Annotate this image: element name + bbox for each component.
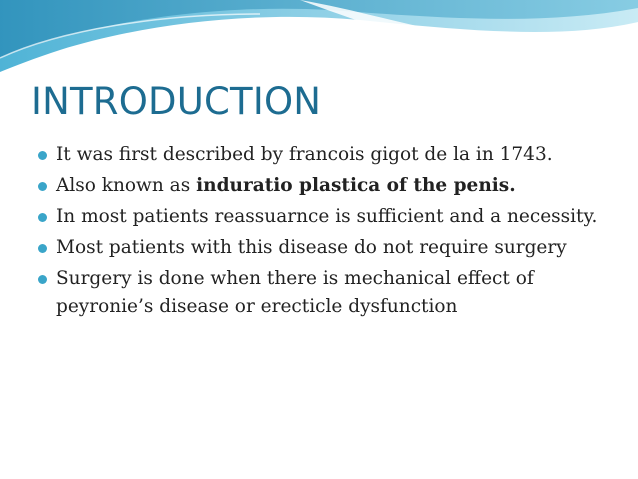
bullet-item <box>36 172 616 200</box>
header-wave-decoration <box>0 0 638 80</box>
bullet-item <box>36 265 616 321</box>
bullet-dot-icon <box>38 213 47 222</box>
bullet-dot-icon <box>38 182 47 191</box>
bullet-text: Most patients with this disease do not require surgery <box>56 237 567 258</box>
bullet-dot-icon <box>38 151 47 160</box>
slide-title: INTRODUCTION <box>31 80 322 123</box>
bullet-text: In most patients reassuarnce is sufficient and a necessity. <box>56 206 598 227</box>
bullet-bold-text: induratio plastica of the penis. <box>196 175 516 196</box>
bullet-text: Surgery is done when there is mechanical effect of peyronie’s disease or erecticle dysfunction <box>56 268 534 317</box>
bullet-item <box>36 203 616 231</box>
bullet-dot-icon <box>38 275 47 284</box>
bullet-text: It was first described by francois gigot de la in 1743. <box>56 144 553 165</box>
bullet-text: Also known as <box>56 175 197 196</box>
bullet-item <box>36 141 616 169</box>
bullet-list <box>36 141 616 324</box>
bullet-dot-icon <box>38 244 47 253</box>
bullet-item <box>36 234 616 262</box>
